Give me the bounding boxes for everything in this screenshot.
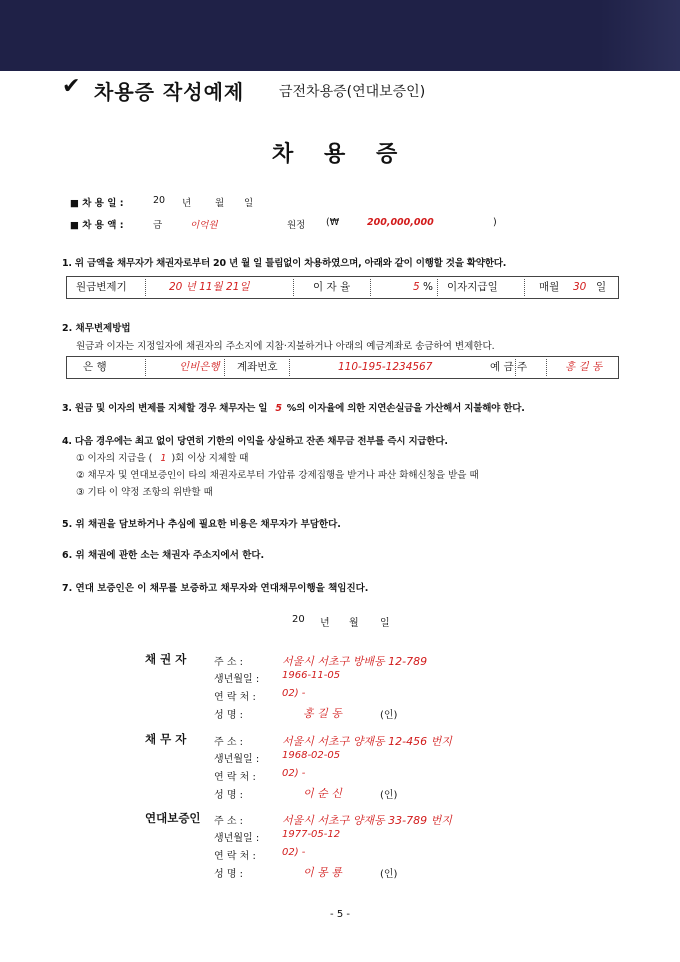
top-banner: [0, 0, 680, 71]
section-title: 차용증 작성예제: [94, 80, 245, 104]
divider: [145, 359, 146, 376]
divider: [224, 359, 225, 376]
clause-4-title: 4. 다음 경우에는 최고 없이 당연히 기한의 이익을 상실하고 잔존 채무금 전부를 즉시 지급한다.: [62, 436, 448, 447]
guarantor-name: 이 몽 룡: [303, 866, 342, 879]
clause-7: 7. 연대 보증인은 이 채무를 보증하고 채무자와 연대채무이행을 책임진다.: [62, 583, 369, 594]
loan-date-day: 일: [244, 198, 254, 209]
bank-value: 인비은행: [179, 361, 220, 373]
loan-amount-label: 차 용 액 :: [82, 220, 124, 231]
amount-paren-close: ): [493, 217, 497, 228]
loan-date-month: 월: [215, 198, 225, 209]
clause-1: 1. 위 금액을 채무자가 채권자로부터 20 년 월 일 틀림없이 차용하였으며, 아래와 같이 이행할 것을 확약한다.: [62, 258, 507, 269]
clause-6: 6. 위 채권에 관한 소는 채권자 주소지에서 한다.: [62, 550, 265, 561]
name-label: 성 명 :: [214, 790, 244, 801]
divider: [293, 279, 294, 296]
clause-3: [62, 400, 525, 414]
debtor-contact: 02) -: [282, 768, 306, 779]
rate-label: 이 자 율: [313, 281, 351, 293]
sign-date-day: 일: [380, 618, 390, 629]
divider: [370, 279, 371, 296]
party-role-creditor: 채 권 자: [145, 652, 187, 666]
clause-4-item-1: [76, 450, 248, 464]
seal-label: (인): [380, 869, 398, 880]
clause-2-title: 2. 채무변제방법: [62, 323, 131, 334]
loan-date-row: [70, 195, 124, 209]
doc-title-char-1: 차: [272, 142, 294, 167]
item-1-before: ① 이자의 지급을 (: [76, 453, 153, 464]
name-label: 성 명 :: [214, 869, 244, 880]
sign-date-month: 월: [349, 618, 359, 629]
divider: [546, 359, 547, 376]
guarantor-birth: 1977-05-12: [282, 829, 341, 840]
birth-label: 생년월일 :: [214, 833, 260, 844]
pay-day-value: 30: [573, 281, 587, 293]
repayment-table: [66, 276, 619, 299]
amount-korean: 이억원: [190, 220, 218, 231]
page-number: - 5 -: [330, 909, 350, 920]
clause-4-item-3: ③ 기타 이 약정 조항의 위반할 때: [76, 487, 213, 498]
repay-label: 원금변제기: [76, 281, 127, 293]
clause-3-after: %의 이자율에 의한 지연손실금을 가산해서 지불해야 한다.: [286, 403, 525, 414]
amount-number: 200,000,000: [367, 217, 434, 228]
divider: [524, 279, 525, 296]
seal-label: (인): [380, 710, 398, 721]
bullet-icon: ■: [70, 198, 79, 209]
delay-rate: 5: [275, 403, 282, 414]
guarantor-contact: 02) -: [282, 847, 306, 858]
bank-label: 은 행: [83, 361, 107, 373]
loan-amount-row: [70, 217, 124, 231]
loan-date-label: 차 용 일 :: [82, 198, 124, 209]
item-1-after: )회 이상 지체할 때: [171, 453, 249, 464]
repay-date: 20 년 11월 21일: [169, 281, 250, 293]
contact-label: 연 락 처 :: [214, 692, 256, 703]
account-label: 계좌번호: [237, 361, 278, 373]
rate-value: 5: [413, 281, 420, 293]
seal-label: (인): [380, 790, 398, 801]
loan-date-year: 년: [182, 198, 192, 209]
clause-5: 5. 위 채권을 담보하거나 추심에 필요한 비용은 채무자가 부담한다.: [62, 519, 341, 530]
guarantor-address: 서울시 서초구 양재동 33-789 번지: [282, 814, 452, 827]
clause-2-text: 원금과 이자는 지정일자에 채권자의 주소지에 지참·지불하거나 아래의 예금계좌로 송금하여 변제한다.: [76, 341, 495, 352]
creditor-contact: 02) -: [282, 688, 306, 699]
bullet-icon: ■: [70, 220, 79, 231]
clause-4-item-2: ② 채무자 및 연대보증인이 타의 채권자로부터 가압류 강제집행을 받거나 파산 화해신청을 받을 때: [76, 470, 479, 481]
doc-title-char-3: 증: [376, 142, 398, 167]
check-icon: ✔: [62, 74, 81, 99]
creditor-address: 서울시 서초구 방배동 12-789: [282, 655, 428, 668]
contact-label: 연 락 처 :: [214, 772, 256, 783]
amount-paren-open: (₩: [326, 217, 340, 228]
birth-label: 생년월일 :: [214, 674, 260, 685]
address-label: 주 소 :: [214, 737, 244, 748]
holder-name: 홍 길 동: [565, 361, 603, 373]
address-label: 주 소 :: [214, 657, 244, 668]
creditor-name: 홍 길 동: [303, 707, 342, 720]
account-number: 110-195-1234567: [338, 361, 433, 373]
doc-title-char-2: 용: [324, 142, 346, 167]
pay-day-unit: 일: [596, 281, 607, 293]
debtor-birth: 1968-02-05: [282, 750, 341, 761]
clause-3-before: 3. 원금 및 이자의 변제를 지체할 경우 채무자는 일: [62, 403, 268, 414]
birth-label: 생년월일 :: [214, 754, 260, 765]
debtor-name: 이 순 신: [303, 787, 342, 800]
amount-prefix: 금: [153, 220, 163, 231]
section-subtitle: 금전차용증(연대보증인): [279, 84, 426, 100]
sign-date-year-prefix: 20: [292, 614, 305, 625]
holder-label: 예 금 주: [490, 361, 528, 373]
party-role-debtor: 채 무 자: [145, 732, 187, 746]
pay-day-prefix: 매월: [539, 281, 560, 293]
divider: [145, 279, 146, 296]
address-label: 주 소 :: [214, 816, 244, 827]
loan-date-year-prefix: 20: [153, 195, 166, 206]
creditor-birth: 1966-11-05: [282, 670, 341, 681]
sign-date-year: 년: [320, 618, 330, 629]
bank-account-table: [66, 356, 619, 379]
debtor-address: 서울시 서초구 양재동 12-456 번지: [282, 735, 452, 748]
principal-label: 원정: [287, 220, 306, 231]
divider: [289, 359, 290, 376]
rate-unit: %: [423, 281, 433, 293]
name-label: 성 명 :: [214, 710, 244, 721]
divider: [437, 279, 438, 296]
overdue-count: 1: [160, 453, 167, 464]
pay-day-label: 이자지급일: [447, 281, 498, 293]
party-role-guarantor: 연대보증인: [145, 811, 201, 825]
contact-label: 연 락 처 :: [214, 851, 256, 862]
